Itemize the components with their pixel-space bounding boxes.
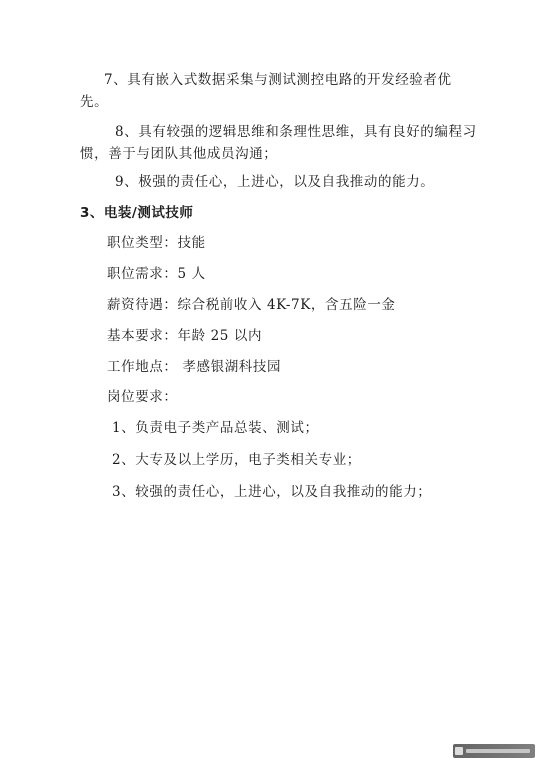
job-demand: 职位需求：5 人 — [107, 266, 206, 282]
requirement-item-9: 9、极强的责任心，上进心，以及自我推动的能力。 — [115, 174, 435, 190]
section-3-heading: 3、电装/测试技师 — [80, 205, 194, 221]
salary: 薪资待遇：综合税前收入 4K-7K，含五险一金 — [107, 297, 396, 313]
watermark-glyph-icon — [453, 744, 535, 758]
post-requirements-label: 岗位要求： — [107, 389, 178, 405]
requirement-item-7-line-2: 先。 — [80, 94, 109, 110]
post-requirement-3: 3、较强的责任心，上进心，以及自我推动的能力； — [112, 484, 432, 500]
basic-requirement: 基本要求：年龄 25 以内 — [107, 328, 263, 344]
post-requirement-2: 2、大专及以上学历，电子类相关专业； — [112, 452, 361, 468]
requirement-item-8-line-2: 惯，善于与团队其他成员沟通； — [80, 146, 278, 162]
work-location: 工作地点： 孝感银湖科技园 — [107, 359, 282, 375]
requirement-item-7-line-1: 7、具有嵌入式数据采集与测试测控电路的开发经验者优 — [104, 72, 452, 88]
post-requirement-1: 1、负责电子类产品总装、测试； — [112, 420, 319, 436]
job-type: 职位类型：技能 — [107, 235, 206, 251]
site-watermark-logo-icon — [453, 744, 535, 758]
requirement-item-8-line-1: 8、具有较强的逻辑思维和条理性思维，具有良好的编程习 — [115, 124, 477, 140]
